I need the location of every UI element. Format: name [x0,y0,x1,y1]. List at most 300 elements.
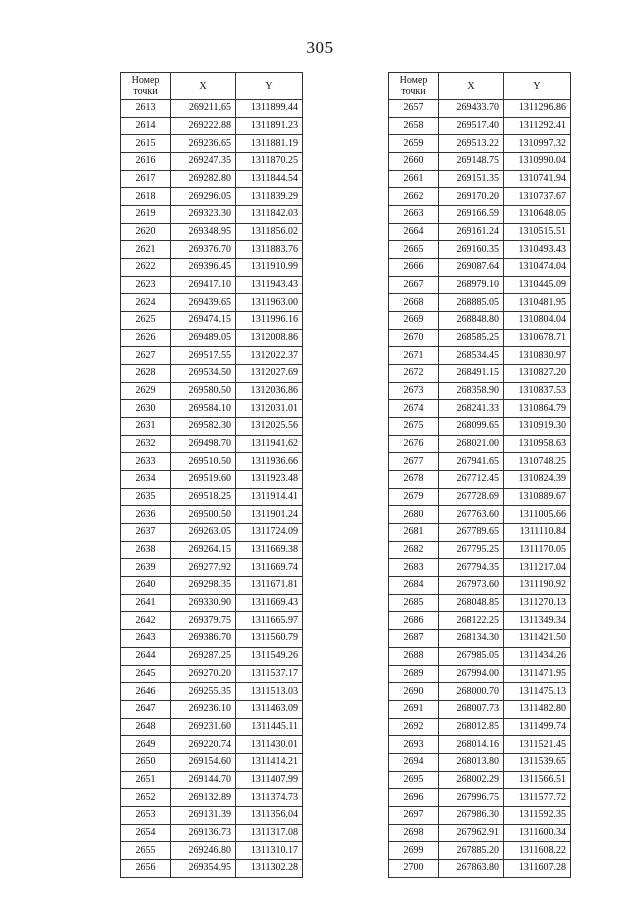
y-coordinate-cell: 1311881.19 [236,135,303,153]
point-number-cell: 2639 [121,559,171,577]
point-number-cell: 2621 [121,241,171,259]
x-coordinate-cell: 269518.25 [171,488,236,506]
y-coordinate-cell: 1311310.17 [236,842,303,860]
point-number-cell: 2662 [389,188,439,206]
x-coordinate-cell: 269474.15 [171,312,236,330]
point-number-cell: 2700 [389,859,439,877]
x-coordinate-cell: 269161.24 [439,223,504,241]
y-coordinate-cell: 1312036.86 [236,382,303,400]
table-row [389,223,571,241]
point-number-cell: 2624 [121,294,171,312]
table-row [121,806,303,824]
point-number-cell: 2644 [121,647,171,665]
point-number-cell: 2679 [389,488,439,506]
x-coordinate-cell: 267941.65 [439,453,504,471]
table-row [389,683,571,701]
y-coordinate-cell: 1311566.51 [504,771,571,789]
x-coordinate-cell: 268585.25 [439,329,504,347]
y-coordinate-cell: 1311856.02 [236,223,303,241]
y-coordinate-cell: 1311910.99 [236,259,303,277]
table-header-row [389,73,571,100]
x-coordinate-cell: 269247.35 [171,153,236,171]
table-row [121,276,303,294]
y-coordinate-cell: 1311317.08 [236,824,303,842]
y-coordinate-cell: 1311844.54 [236,170,303,188]
point-number-cell: 2658 [389,117,439,135]
point-number-cell: 2646 [121,683,171,701]
x-coordinate-cell: 268013.80 [439,753,504,771]
table-row [389,559,571,577]
x-coordinate-cell: 268002.29 [439,771,504,789]
table-row [389,524,571,542]
point-number-cell: 2671 [389,347,439,365]
x-coordinate-cell: 269582.30 [171,418,236,436]
point-number-cell: 2626 [121,329,171,347]
coordinates-table-left [120,72,303,878]
x-coordinate-cell: 269498.70 [171,435,236,453]
table-row [389,789,571,807]
point-number-cell: 2623 [121,276,171,294]
y-coordinate-cell: 1311996.16 [236,312,303,330]
table-row [389,594,571,612]
y-coordinate-cell: 1311560.79 [236,630,303,648]
point-number-cell: 2659 [389,135,439,153]
point-number-cell: 2681 [389,524,439,542]
y-coordinate-cell: 1310648.05 [504,206,571,224]
table-row [121,612,303,630]
point-number-cell: 2699 [389,842,439,860]
table-row [121,294,303,312]
table-row [121,188,303,206]
point-number-cell: 2653 [121,806,171,824]
x-coordinate-cell: 269517.55 [171,347,236,365]
y-coordinate-cell: 1311870.25 [236,153,303,171]
table-row [121,541,303,559]
x-coordinate-cell: 269136.73 [171,824,236,842]
point-number-cell: 2648 [121,718,171,736]
y-coordinate-cell: 1311665.97 [236,612,303,630]
point-number-cell: 2688 [389,647,439,665]
y-coordinate-cell: 1311537.17 [236,665,303,683]
table-row [121,683,303,701]
point-number-cell: 2692 [389,718,439,736]
table-row [121,365,303,383]
x-coordinate-cell: 267994.00 [439,665,504,683]
y-coordinate-cell: 1311943.43 [236,276,303,294]
point-number-header: Номер точки [121,73,171,100]
x-coordinate-cell: 269255.35 [171,683,236,701]
y-coordinate-cell: 1310990.04 [504,153,571,171]
page-number: 305 [306,38,334,57]
point-number-cell: 2643 [121,630,171,648]
y-coordinate-cell: 1311883.76 [236,241,303,259]
point-number-cell: 2634 [121,471,171,489]
point-number-cell: 2674 [389,400,439,418]
point-number-cell: 2666 [389,259,439,277]
table-row [389,347,571,365]
x-header: X [439,73,504,100]
y-coordinate-cell: 1311499.74 [504,718,571,736]
table-row [121,135,303,153]
y-coordinate-cell: 1311600.34 [504,824,571,842]
point-number-cell: 2628 [121,365,171,383]
x-coordinate-cell: 267863.80 [439,859,504,877]
point-number-cell: 2633 [121,453,171,471]
table-row [121,435,303,453]
table-row [389,859,571,877]
table-row [389,312,571,330]
table-row [389,400,571,418]
x-coordinate-cell: 267728.69 [439,488,504,506]
table-row [389,718,571,736]
table-row [389,842,571,860]
table-row [121,312,303,330]
point-number-cell: 2647 [121,700,171,718]
x-coordinate-cell: 268099.65 [439,418,504,436]
y-coordinate-cell: 1311839.29 [236,188,303,206]
y-coordinate-cell: 1311899.44 [236,100,303,118]
point-number-cell: 2693 [389,736,439,754]
y-coordinate-cell: 1312025.56 [236,418,303,436]
y-coordinate-cell: 1310804.04 [504,312,571,330]
y-coordinate-cell: 1311421.50 [504,630,571,648]
table-row [389,259,571,277]
y-coordinate-cell: 1311963.00 [236,294,303,312]
point-number-cell: 2638 [121,541,171,559]
y-coordinate-cell: 1311914.41 [236,488,303,506]
point-number-cell: 2622 [121,259,171,277]
table-row [389,824,571,842]
y-coordinate-cell: 1310864.79 [504,400,571,418]
x-coordinate-cell: 268241.33 [439,400,504,418]
point-number-cell: 2614 [121,117,171,135]
x-coordinate-cell: 268014.16 [439,736,504,754]
x-coordinate-cell: 269323.30 [171,206,236,224]
table-row [389,206,571,224]
y-coordinate-cell: 1311901.24 [236,506,303,524]
table-row [389,453,571,471]
x-coordinate-cell: 269354.95 [171,859,236,877]
point-number-cell: 2630 [121,400,171,418]
x-coordinate-cell: 269439.65 [171,294,236,312]
table-row [121,418,303,436]
x-coordinate-cell: 269417.10 [171,276,236,294]
y-coordinate-cell: 1311434.26 [504,647,571,665]
point-number-cell: 2656 [121,859,171,877]
table-row [389,806,571,824]
point-number-cell: 2636 [121,506,171,524]
table-row [121,453,303,471]
table-row [121,347,303,365]
x-coordinate-cell: 269376.70 [171,241,236,259]
table-row [389,541,571,559]
y-coordinate-cell: 1311842.03 [236,206,303,224]
y-coordinate-cell: 1311669.43 [236,594,303,612]
y-coordinate-cell: 1311923.48 [236,471,303,489]
point-number-cell: 2664 [389,223,439,241]
table-row [121,647,303,665]
table-row [389,488,571,506]
point-number-cell: 2627 [121,347,171,365]
table-row [389,736,571,754]
point-number-cell: 2642 [121,612,171,630]
x-coordinate-cell: 269379.75 [171,612,236,630]
point-number-cell: 2686 [389,612,439,630]
y-coordinate-cell: 1310889.67 [504,488,571,506]
table-row [121,206,303,224]
point-number-cell: 2690 [389,683,439,701]
table-row [389,276,571,294]
table-header-row [121,73,303,100]
point-number-cell: 2613 [121,100,171,118]
x-coordinate-cell: 268491.15 [439,365,504,383]
x-coordinate-cell: 267973.60 [439,577,504,595]
point-number-cell: 2660 [389,153,439,171]
table-row [389,365,571,383]
table-row [389,188,571,206]
y-coordinate-cell: 1311296.86 [504,100,571,118]
x-coordinate-cell: 269580.50 [171,382,236,400]
table-row [389,630,571,648]
point-number-cell: 2676 [389,435,439,453]
table-row [121,559,303,577]
point-number-cell: 2619 [121,206,171,224]
x-coordinate-cell: 267996.75 [439,789,504,807]
table-row [121,259,303,277]
y-coordinate-cell: 1311475.13 [504,683,571,701]
x-coordinate-cell: 269517.40 [439,117,504,135]
y-coordinate-cell: 1311724.09 [236,524,303,542]
x-coordinate-cell: 268021.00 [439,435,504,453]
y-coordinate-cell: 1311110.84 [504,524,571,542]
x-coordinate-cell: 269160.35 [439,241,504,259]
point-number-cell: 2697 [389,806,439,824]
table-row [121,153,303,171]
x-coordinate-cell: 269489.05 [171,329,236,347]
x-coordinate-cell: 269236.10 [171,700,236,718]
y-coordinate-cell: 1311521.45 [504,736,571,754]
y-coordinate-cell: 1311608.22 [504,842,571,860]
point-number-cell: 2672 [389,365,439,383]
y-coordinate-cell: 1311669.38 [236,541,303,559]
y-coordinate-cell: 1311539.65 [504,753,571,771]
y-coordinate-cell: 1310737.67 [504,188,571,206]
y-header: Y [504,73,571,100]
y-coordinate-cell: 1311190.92 [504,577,571,595]
x-coordinate-cell: 268848.80 [439,312,504,330]
y-coordinate-cell: 1311407.99 [236,771,303,789]
x-coordinate-cell: 268885.05 [439,294,504,312]
point-number-cell: 2654 [121,824,171,842]
y-header: Y [236,73,303,100]
y-coordinate-cell: 1311005.66 [504,506,571,524]
y-coordinate-cell: 1310481.95 [504,294,571,312]
point-number-cell: 2615 [121,135,171,153]
table-row [389,771,571,789]
point-number-cell: 2652 [121,789,171,807]
point-number-cell: 2640 [121,577,171,595]
y-coordinate-cell: 1311936.66 [236,453,303,471]
x-coordinate-cell: 268534.45 [439,347,504,365]
table-row [121,700,303,718]
table-row [389,329,571,347]
x-coordinate-cell: 268048.85 [439,594,504,612]
y-coordinate-cell: 1311671.81 [236,577,303,595]
table-row [121,100,303,118]
x-coordinate-cell: 268358.90 [439,382,504,400]
y-coordinate-cell: 1311891.23 [236,117,303,135]
point-number-cell: 2669 [389,312,439,330]
table-row [389,435,571,453]
table-row [389,135,571,153]
point-number-cell: 2683 [389,559,439,577]
y-coordinate-cell: 1311471.95 [504,665,571,683]
x-coordinate-cell: 269148.75 [439,153,504,171]
point-number-cell: 2618 [121,188,171,206]
table-row [121,594,303,612]
y-coordinate-cell: 1311463.09 [236,700,303,718]
table-row [121,400,303,418]
y-coordinate-cell: 1311414.21 [236,753,303,771]
x-coordinate-cell: 269348.95 [171,223,236,241]
point-number-cell: 2682 [389,541,439,559]
y-coordinate-cell: 1310741.94 [504,170,571,188]
y-coordinate-cell: 1311513.03 [236,683,303,701]
y-coordinate-cell: 1311217.04 [504,559,571,577]
y-coordinate-cell: 1310827.20 [504,365,571,383]
x-coordinate-cell: 267986.30 [439,806,504,824]
table-row [121,577,303,595]
x-coordinate-cell: 269433.70 [439,100,504,118]
point-number-cell: 2620 [121,223,171,241]
x-coordinate-cell: 269277.92 [171,559,236,577]
table-row [389,418,571,436]
x-coordinate-cell: 267795.25 [439,541,504,559]
table-row [121,471,303,489]
y-coordinate-cell: 1311374.73 [236,789,303,807]
point-number-cell: 2689 [389,665,439,683]
table-row [121,736,303,754]
y-coordinate-cell: 1310958.63 [504,435,571,453]
y-coordinate-cell: 1310837.53 [504,382,571,400]
y-coordinate-cell: 1311592.35 [504,806,571,824]
table-row [389,170,571,188]
y-coordinate-cell: 1311482.80 [504,700,571,718]
point-number-cell: 2641 [121,594,171,612]
y-coordinate-cell: 1311430.01 [236,736,303,754]
y-coordinate-cell: 1311270.13 [504,594,571,612]
point-number-cell: 2675 [389,418,439,436]
table-row [389,241,571,259]
x-coordinate-cell: 269330.90 [171,594,236,612]
y-coordinate-cell: 1310997.32 [504,135,571,153]
point-number-cell: 2673 [389,382,439,400]
point-number-cell: 2661 [389,170,439,188]
table-row [121,824,303,842]
y-coordinate-cell: 1311445.11 [236,718,303,736]
x-coordinate-cell: 268007.73 [439,700,504,718]
point-number-cell: 2616 [121,153,171,171]
point-number-header: Номер точки [389,73,439,100]
table-row [389,647,571,665]
x-coordinate-cell: 269510.50 [171,453,236,471]
x-coordinate-cell: 267712.45 [439,471,504,489]
point-number-cell: 2625 [121,312,171,330]
table-row [389,665,571,683]
point-number-cell: 2649 [121,736,171,754]
y-coordinate-cell: 1311669.74 [236,559,303,577]
y-coordinate-cell: 1311170.05 [504,541,571,559]
x-coordinate-cell: 269584.10 [171,400,236,418]
x-coordinate-cell: 268000.70 [439,683,504,701]
point-number-cell: 2637 [121,524,171,542]
y-coordinate-cell: 1310515.51 [504,223,571,241]
point-number-cell: 2657 [389,100,439,118]
table-row [121,488,303,506]
table-row [389,117,571,135]
point-number-cell: 2695 [389,771,439,789]
y-coordinate-cell: 1312031.01 [236,400,303,418]
table-row [121,524,303,542]
table-row [121,117,303,135]
x-coordinate-cell: 269534.50 [171,365,236,383]
y-coordinate-cell: 1311349.34 [504,612,571,630]
point-number-cell: 2677 [389,453,439,471]
x-coordinate-cell: 269264.15 [171,541,236,559]
x-coordinate-cell: 269246.80 [171,842,236,860]
point-number-cell: 2629 [121,382,171,400]
coordinates-table-right-body [389,100,571,878]
table-row [389,700,571,718]
x-coordinate-cell: 269166.59 [439,206,504,224]
point-number-cell: 2678 [389,471,439,489]
coordinates-table-left-body [121,100,303,878]
x-coordinate-cell: 269087.64 [439,259,504,277]
y-coordinate-cell: 1310474.04 [504,259,571,277]
x-coordinate-cell: 267962.91 [439,824,504,842]
table-row [389,753,571,771]
point-number-cell: 2663 [389,206,439,224]
x-coordinate-cell: 269231.60 [171,718,236,736]
x-coordinate-cell: 269500.50 [171,506,236,524]
y-coordinate-cell: 1312008.86 [236,329,303,347]
y-coordinate-cell: 1311356.04 [236,806,303,824]
x-coordinate-cell: 269263.05 [171,524,236,542]
point-number-cell: 2670 [389,329,439,347]
x-coordinate-cell: 269396.45 [171,259,236,277]
x-coordinate-cell: 267985.05 [439,647,504,665]
y-coordinate-cell: 1312027.69 [236,365,303,383]
y-coordinate-cell: 1310824.39 [504,471,571,489]
x-header: X [171,73,236,100]
x-coordinate-cell: 267789.65 [439,524,504,542]
y-coordinate-cell: 1310493.43 [504,241,571,259]
table-row [121,241,303,259]
table-row [389,612,571,630]
y-coordinate-cell: 1311549.26 [236,647,303,665]
x-coordinate-cell: 269298.35 [171,577,236,595]
x-coordinate-cell: 269151.35 [439,170,504,188]
point-number-cell: 2696 [389,789,439,807]
x-coordinate-cell: 268122.25 [439,612,504,630]
coordinates-table-right [388,72,571,878]
table-row [121,329,303,347]
table-row [389,506,571,524]
x-coordinate-cell: 269386.70 [171,630,236,648]
table-row [121,665,303,683]
y-coordinate-cell: 1311607.28 [504,859,571,877]
x-coordinate-cell: 269170.20 [439,188,504,206]
